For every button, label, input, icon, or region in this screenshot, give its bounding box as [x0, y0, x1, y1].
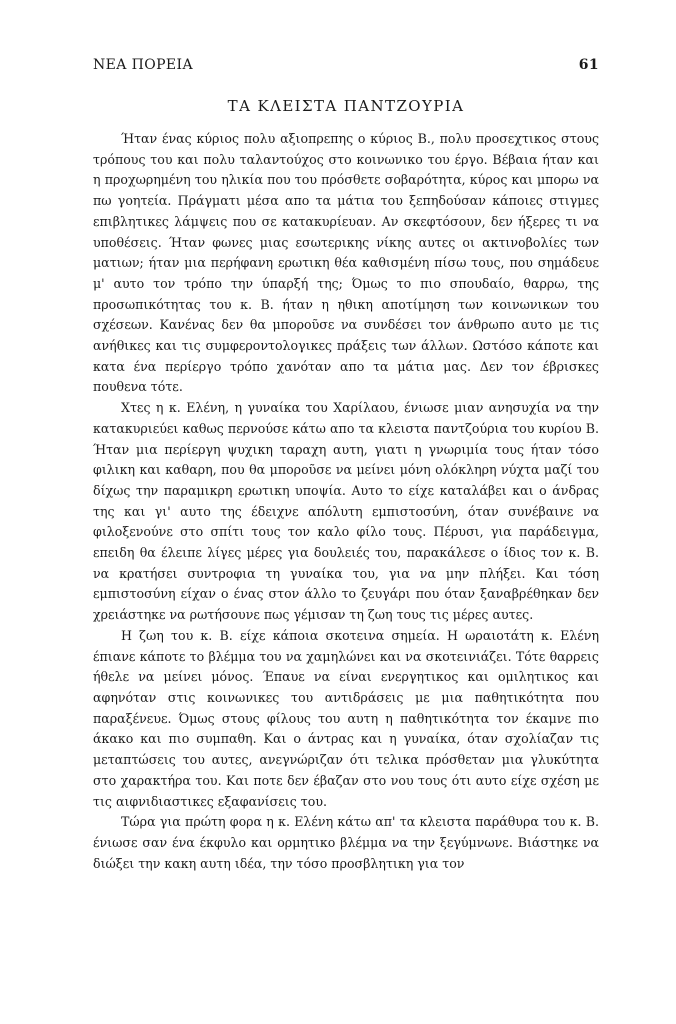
paragraph: Τώρα για πρώτη φορα η κ. Ελένη κάτω απ' τα κλειστα παράθυρα του κ. Β. ένιωσε σαν ένα έκφυλο και ορμητικο βλέμμα να την ξεγύμνωνε. Βιάστηκε να διώξει την κακη αυτη ιδέα, την τόσο προσβλητικη για τον [93, 814, 599, 871]
article-title: ΤΑ ΚΛΕΙΣΤΑ ΠΑΝΤΖΟΥΡΙΑ [227, 97, 465, 115]
running-header [93, 57, 599, 79]
paragraph: Η ζωη του κ. Β. είχε κάποια σκοτεινα σημεία. Η ωραιοτάτη κ. Ελένη έπιανε κάποτε το βλέμμα του να χαμηλώνει και να σκοτεινιάζει. Τότε θαρρεις ήθελε να μείνει μόνος. Έπαυε να είναι ενεργητικος και ομιλητικος και αφηνόταν στις κοινωνικες του αντιδράσεις με μια παθητικότητα που παραξένευε. Όμως στους φίλους του αυτη η παθητικότητα τον έκαμνε πιο άκακο και πιο συμπαθη. Και ο άντρας και η γυναίκα, όταν σχολίαζαν τις μεταπτώσεις του αυτες, ανεγνώριζαν ότι τελικα πρόσθεταν μια γλυκύτητα στο χαρακτήρα του. Και ποτε δεν έβαζαν στο νου τους ότι αυτο είχε σχέση με τις αιφνιδιαστικες εξαφανίσεις του. [93, 627, 599, 809]
paragraph: Ήταν ένας κύριος πολυ αξιοπρεπης ο κύριος Β., πολυ προσεχτικος στους τρόπους του και πολυ ταλαντούχος στο κοινωνικο του έργο. Βέβαια ήταν και η προχωρημένη του ηλικία που του πρόσθετε σοβαρότητα, κύρος και μπορω να πω γοητεία. Πράγματι μέσα απο τα μάτια του ξεπηδούσαν κάποιες στιγμες επιβλητικες λάμψεις που σε κατακυρίευαν. Αν σκεφτόσουν, δεν ήξερες τι να υποθέσεις. Ήταν φωνες μιας εσωτερικης νίκης αυτες οι ακτινοβολίες των ματιων; ήταν μια περήφανη ερωτικη θέα καθισμένη πίσω τους, που σημάδευε μ' αυτο τον τρόπο την ύπαρξή της; Όμως το πιο σπουδαίο, θαρρω, της προσωπικότητας του κ. Β. ήταν η ηθικη αποτίμηση των κοινωνικων του σχέσεων. Κανένας δεν θα μποροῦσε να συνδέσει τον άνθρωπο αυτο με τις ανήθικες και τις συμφεροντολογικες πράξεις των άλλων. Ωστόσο κάποτε και κατα ένα περίεργο τρόπο χανόταν απο τα μάτια μας. Δεν τον έβρισκες πουθενα τότε. [93, 131, 599, 395]
page-number: 61 [578, 57, 599, 73]
article-body [93, 129, 599, 874]
paragraph: Χτες η κ. Ελένη, η γυναίκα του Χαρίλαου, ένιωσε μιαν ανησυχία να την κατακυριεύει καθως περνούσε κάτω απο τα κλειστα παντζούρια του κυρίου Β. Ήταν μια περίεργη ψυχικη ταραχη αυτη, γιατι η γνωριμία τους ήταν τόσο φιλικη και καθαρη, που θα μποροῦσε να μείνει μόνη ολόκληρη νύχτα μαζί του δίχως την παραμικρη ερωτικη υποψία. Αυτο το είχε καταλάβει και ο άνδρας της και γι' αυτο της έδειχνε απόλυτη εμπιστοσύνη, όταν συνέβαινε να φιλοξενούνε στο σπίτι τους τον καλο φίλο τους. Πέρυσι, για παράδειγμα, επειδη θα έλειπε λίγες μέρες για δουλειές του, παρακάλεσε ο ίδιος τον κ. Β. να κρατήσει συντροφια τη γυναίκα του, για να μην πλήξει. Και τόση εμπιστοσύνη είχαν ο ένας στον άλλο το ζευγάρι που όταν ξαναβρέθηκαν δεν χρειάστηκε να ρωτήσουνε πως γέμισαν τη ζωη τους τις μέρες αυτες. [93, 400, 599, 623]
journal-title: ΝΕΑ ΠΟΡΕΙΑ [93, 57, 193, 73]
